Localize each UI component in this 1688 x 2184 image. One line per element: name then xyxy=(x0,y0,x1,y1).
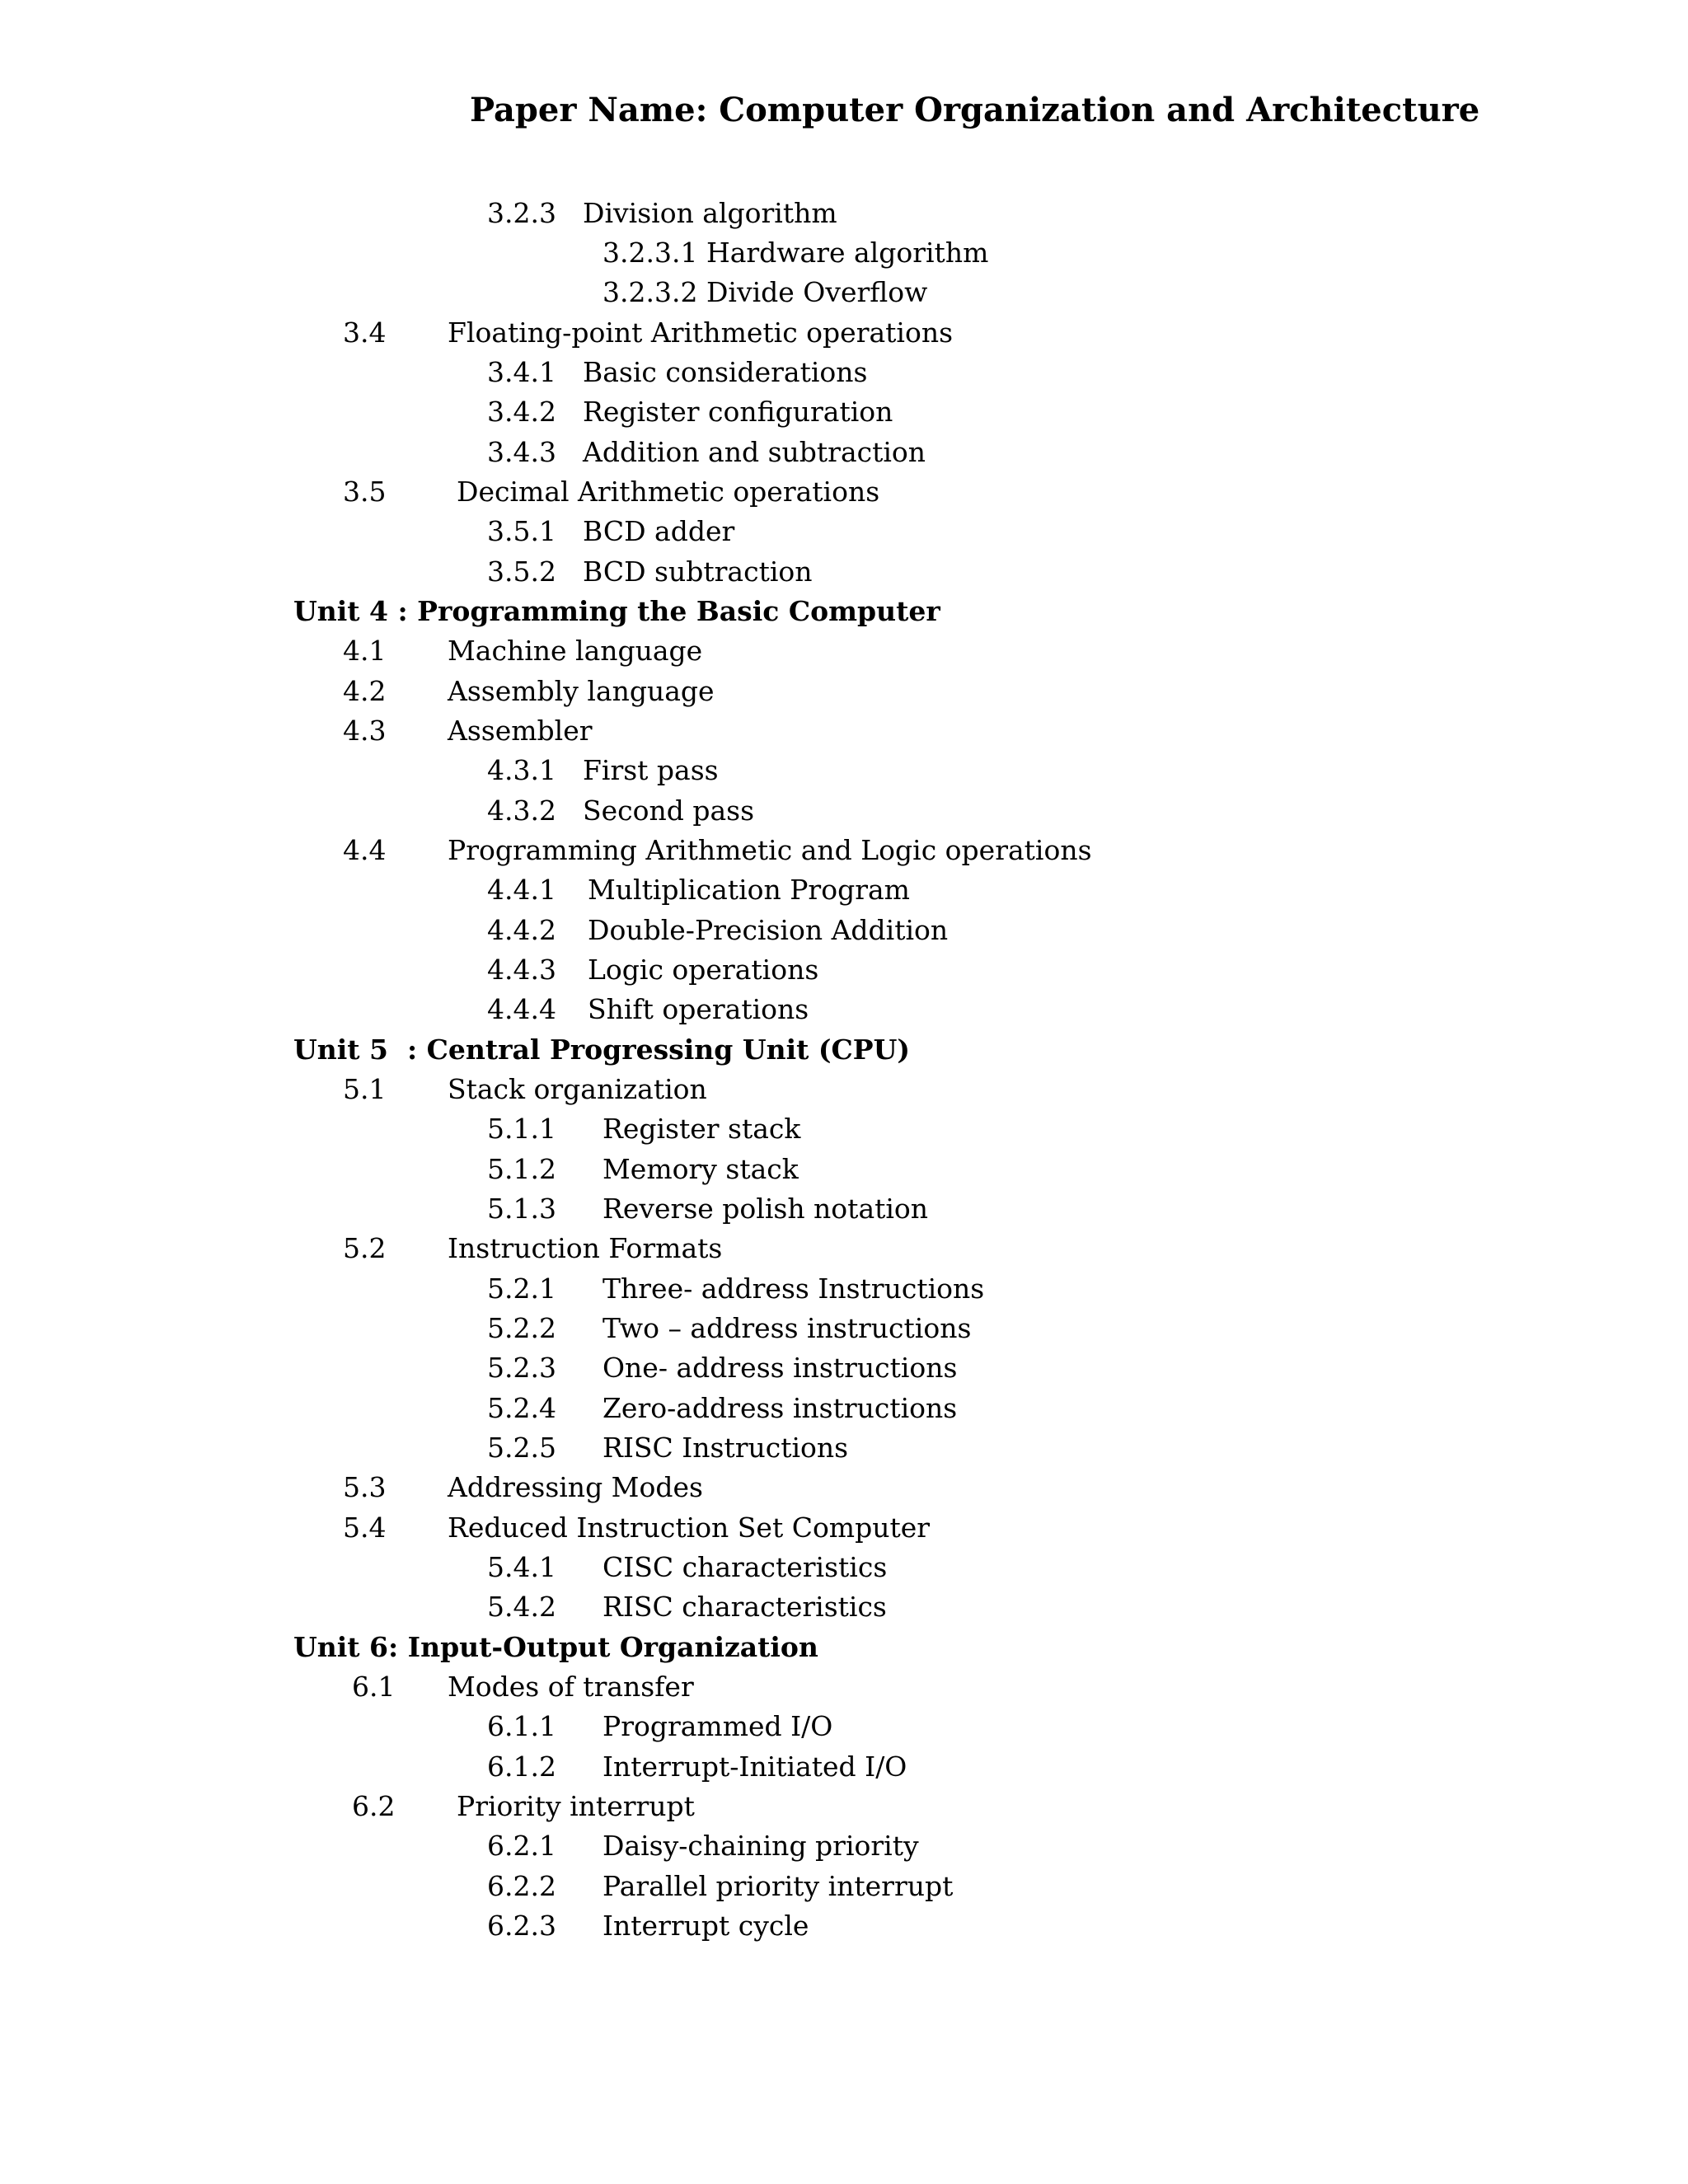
toc-entry-number: 3.4.2 xyxy=(487,396,556,428)
toc-entry-number: 3.2.3 xyxy=(487,197,556,229)
toc-entry-label: Shift operations xyxy=(588,993,809,1025)
toc-entry xyxy=(0,1790,1688,1825)
toc-entry xyxy=(0,637,1688,670)
toc-entry-label: Machine language xyxy=(448,635,703,667)
toc-entry xyxy=(0,1471,1688,1507)
toc-entry-number: 4.4 xyxy=(343,834,387,866)
toc-entry-number: 6.2.3 xyxy=(487,1910,556,1942)
toc-entry-number: 4.4.1 xyxy=(487,874,556,906)
toc-entry xyxy=(0,1750,1688,1786)
toc-entry-label: 3.2.3.1 Hardware algorithm xyxy=(603,237,989,269)
toc-entry-label: Second pass xyxy=(583,794,755,827)
toc-entry-label: Reverse polish notation xyxy=(603,1193,929,1225)
toc-entry xyxy=(0,316,1688,352)
toc-entry-label: Programmed I/O xyxy=(603,1710,833,1742)
toc-entry-number: 5.2 xyxy=(343,1232,387,1264)
toc-entry-number: 5.4.1 xyxy=(487,1551,556,1583)
toc-entry-label: Memory stack xyxy=(603,1153,799,1185)
toc-entry-number: 4.4.3 xyxy=(487,954,556,986)
toc-entry-label: Parallel priority interrupt xyxy=(603,1870,954,1902)
toc-entry-number: 4.4.4 xyxy=(487,993,556,1025)
toc-entry xyxy=(0,438,1688,471)
toc-entry-label: Floating-point Arithmetic operations xyxy=(448,316,954,349)
toc-entry-number: 5.1 xyxy=(343,1073,387,1105)
toc-entry-label: Two – address instructions xyxy=(603,1312,972,1344)
toc-entry-number: 4.3.2 xyxy=(487,794,556,827)
toc-entry-label: First pass xyxy=(583,754,719,786)
toc-entry-number: 5.1.2 xyxy=(487,1153,556,1185)
toc-entry xyxy=(0,993,1688,1029)
toc-entry-label: Daisy-chaining priority xyxy=(603,1830,919,1862)
toc-entry xyxy=(0,1872,1688,1905)
toc-entry-number: 5.2.3 xyxy=(487,1352,556,1384)
toc-entry xyxy=(603,237,989,269)
toc-entry-label: Addition and subtraction xyxy=(583,436,926,468)
toc-entry xyxy=(0,1115,1688,1148)
toc-entry-label: Double-Precision Addition xyxy=(588,914,949,946)
toc-entry-label: One- address instructions xyxy=(603,1352,958,1384)
toc-entry-number: 3.4.3 xyxy=(487,436,556,468)
toc-entry xyxy=(0,717,1688,750)
toc-entry-number: 4.2 xyxy=(343,675,387,707)
toc-entry-number: 5.4 xyxy=(343,1511,387,1544)
toc-entry-label: Programming Arithmetic and Logic operations xyxy=(448,834,1092,866)
toc-entry xyxy=(0,515,1688,551)
toc-entry xyxy=(0,398,1688,431)
toc-entry xyxy=(0,754,1688,790)
toc-entry-number: 5.4.2 xyxy=(487,1591,556,1623)
toc-entry-label: Reduced Instruction Set Computer xyxy=(448,1511,931,1544)
unit-heading: Unit 4 : Programming the Basic Computer xyxy=(293,595,940,627)
toc-entry-label: Priority interrupt xyxy=(457,1790,695,1822)
toc-entry-label: Division algorithm xyxy=(583,197,837,229)
toc-entry-label: Multiplication Program xyxy=(588,874,910,906)
toc-entry xyxy=(0,1511,1688,1547)
toc-entry xyxy=(0,876,1688,909)
toc-entry-label: Interrupt-Initiated I/O xyxy=(603,1750,907,1783)
toc-entry-number: 5.2.4 xyxy=(487,1392,556,1424)
toc-entry xyxy=(0,1912,1688,1945)
toc-entry-label: Assembler xyxy=(448,715,593,747)
toc-entry-number: 5.3 xyxy=(343,1471,387,1503)
toc-entry xyxy=(0,677,1688,710)
toc-entry xyxy=(0,794,1688,830)
toc-entry-number: 5.2.2 xyxy=(487,1312,556,1344)
toc-entry xyxy=(603,276,928,308)
toc-entry xyxy=(0,1832,1688,1865)
toc-entry xyxy=(0,356,1688,391)
toc-entry-label: Register stack xyxy=(603,1113,801,1145)
toc-entry xyxy=(0,1673,1688,1706)
toc-entry xyxy=(0,1354,1688,1387)
toc-entry-label: RISC characteristics xyxy=(603,1591,887,1623)
toc-entry-number: 3.5 xyxy=(343,476,387,508)
toc-entry xyxy=(0,1434,1688,1467)
toc-entry-number: 3.4 xyxy=(343,316,387,349)
unit-heading: Unit 5 : Central Progressing Unit (CPU) xyxy=(293,1033,910,1066)
toc-entry-number: 6.2.1 xyxy=(487,1830,556,1862)
toc-entry-number: 4.4.2 xyxy=(487,914,556,946)
toc-entry-number: 5.1.1 xyxy=(487,1113,556,1145)
toc-entry-number: 3.4.1 xyxy=(487,356,556,388)
toc-entry-number: 6.1.2 xyxy=(487,1750,556,1783)
toc-entry xyxy=(0,1232,1688,1268)
toc-entry-label: Decimal Arithmetic operations xyxy=(457,476,880,508)
toc-entry-label: Stack organization xyxy=(448,1073,707,1105)
toc-entry-number: 4.3 xyxy=(343,715,387,747)
toc-entry-number: 5.1.3 xyxy=(487,1193,556,1225)
toc-entry-number: 5.2.1 xyxy=(487,1272,556,1305)
toc-entry xyxy=(0,1551,1688,1586)
toc-entry-number: 5.2.5 xyxy=(487,1432,556,1464)
toc-entry xyxy=(0,555,1688,591)
toc-entry-label: Assembly language xyxy=(448,675,715,707)
toc-entry xyxy=(0,1195,1688,1228)
toc-entry-label: Basic considerations xyxy=(583,356,868,388)
toc-entry-label: BCD subtraction xyxy=(583,555,813,588)
toc-entry-number: 6.2 xyxy=(352,1790,396,1822)
toc-entry xyxy=(0,1272,1688,1308)
toc-entry xyxy=(0,1710,1688,1746)
toc-entry-label: CISC characteristics xyxy=(603,1551,888,1583)
toc-entry-number: 3.5.2 xyxy=(487,555,556,588)
toc-entry xyxy=(0,1073,1688,1108)
page-title: Paper Name: Computer Organization and Architecture xyxy=(470,91,1480,129)
toc-entry-number: 6.1.1 xyxy=(487,1710,556,1742)
toc-entry-number: 6.1 xyxy=(352,1671,396,1703)
toc-entry-label: Instruction Formats xyxy=(448,1232,723,1264)
toc-entry xyxy=(0,1312,1688,1347)
unit-heading: Unit 6: Input-Output Organization xyxy=(293,1631,818,1663)
toc-entry xyxy=(0,834,1688,869)
toc-entry-label: Register configuration xyxy=(583,396,893,428)
toc-entry-label: Three- address Instructions xyxy=(603,1272,985,1305)
toc-entry xyxy=(0,199,1688,232)
toc-entry-number: 4.1 xyxy=(343,635,387,667)
toc-entry-number: 6.2.2 xyxy=(487,1870,556,1902)
toc-entry xyxy=(0,956,1688,989)
toc-entry xyxy=(0,478,1688,511)
toc-entry-label: RISC Instructions xyxy=(603,1432,849,1464)
toc-entry-label: Addressing Modes xyxy=(448,1471,703,1503)
toc-entry-label: 3.2.3.2 Divide Overflow xyxy=(603,276,928,308)
toc-entry-number: 3.5.1 xyxy=(487,515,556,547)
toc-entry-label: Modes of transfer xyxy=(448,1671,694,1703)
toc-entry xyxy=(0,1155,1688,1188)
toc-entry-label: BCD adder xyxy=(583,515,735,547)
toc-entry xyxy=(0,1593,1688,1626)
toc-entry-label: Logic operations xyxy=(588,954,819,986)
toc-entry-number: 4.3.1 xyxy=(487,754,556,786)
toc-entry xyxy=(0,916,1688,949)
toc-entry xyxy=(0,1394,1688,1427)
toc-entry-label: Zero-address instructions xyxy=(603,1392,958,1424)
toc-entry-label: Interrupt cycle xyxy=(603,1910,809,1942)
